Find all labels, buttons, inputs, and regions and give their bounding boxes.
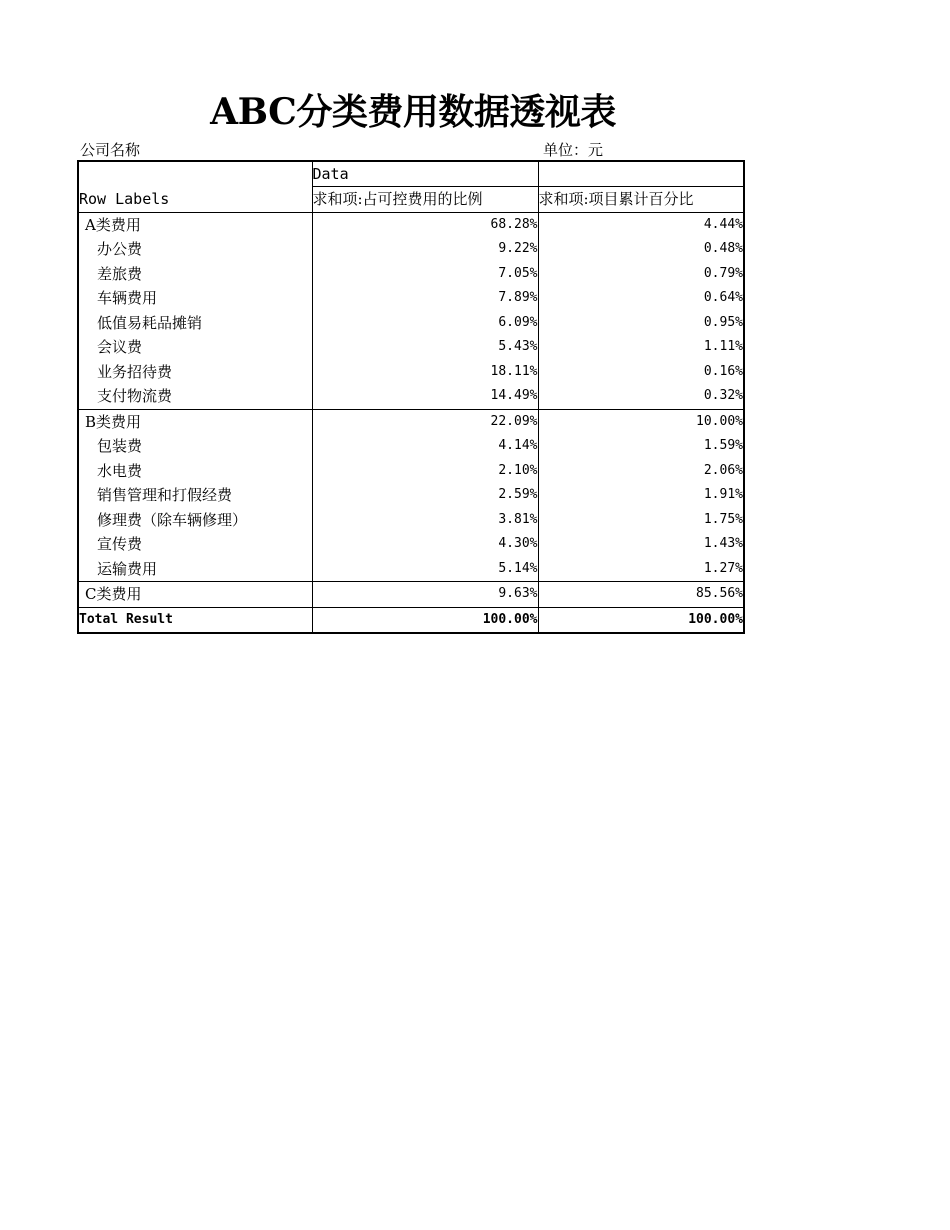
cell-share: 18.11%	[312, 360, 538, 385]
row-label: 支付物流费	[78, 384, 312, 409]
row-label: 办公费	[97, 240, 143, 259]
pivot-header-row-1	[78, 161, 744, 187]
company-name-label: 公司名称	[80, 141, 141, 159]
cell-share: 9.22%	[312, 237, 538, 262]
table-row	[78, 212, 744, 237]
total-share: 100.00%	[312, 607, 538, 633]
table-row	[78, 360, 744, 385]
cell-cumulative: 0.48%	[538, 237, 744, 262]
row-label: 会议费	[97, 338, 143, 357]
header-empty-cell	[78, 161, 312, 187]
row-labels-header[interactable]: Row Labels	[78, 187, 312, 213]
cell-cumulative: 85.56%	[538, 582, 744, 608]
cell-cumulative: 1.75%	[538, 508, 744, 533]
row-label-group[interactable]: C类费用	[85, 585, 142, 604]
cell-share: 9.63%	[312, 582, 538, 608]
cell-share: 2.10%	[312, 459, 538, 484]
pivot-table	[77, 160, 745, 634]
cell-cumulative: 1.91%	[538, 483, 744, 508]
row-label: 业务招待费	[97, 362, 173, 381]
cell-cumulative: 0.95%	[538, 311, 744, 336]
data-field-label[interactable]: Data	[312, 161, 538, 187]
row-label: 宣传费	[97, 535, 143, 554]
cell-cumulative: 0.32%	[538, 384, 744, 409]
cell-cumulative: 1.43%	[538, 532, 744, 557]
table-row	[78, 459, 744, 484]
cell-share: 3.81%	[312, 508, 538, 533]
unit-label: 单位：元	[543, 141, 604, 159]
cell-share: 4.14%	[312, 434, 538, 459]
table-row	[78, 286, 744, 311]
total-cumulative: 100.00%	[538, 607, 744, 633]
row-label: 低值易耗品摊销	[97, 313, 203, 332]
row-label: 销售管理和打假经费	[97, 486, 233, 505]
table-row	[78, 237, 744, 262]
table-row	[78, 262, 744, 287]
cell-cumulative: 1.59%	[538, 434, 744, 459]
row-label: 水电费	[97, 461, 143, 480]
cell-cumulative: 10.00%	[538, 409, 744, 434]
cell-share: 68.28%	[312, 212, 538, 237]
cell-share: 7.89%	[312, 286, 538, 311]
table-row	[78, 409, 744, 434]
table-row	[78, 384, 744, 409]
row-label-group[interactable]: B类费用	[85, 412, 142, 431]
table-row	[78, 483, 744, 508]
cell-share: 4.30%	[312, 532, 538, 557]
cell-cumulative: 0.64%	[538, 286, 744, 311]
row-label-group[interactable]: A类费用	[85, 215, 141, 234]
cell-share: 7.05%	[312, 262, 538, 287]
pivot-header-row-2	[78, 187, 744, 213]
cell-share: 6.09%	[312, 311, 538, 336]
cell-share: 2.59%	[312, 483, 538, 508]
cell-share: 5.14%	[312, 557, 538, 582]
header-empty-cell	[538, 161, 744, 187]
column-header-cumulative[interactable]: 求和项:项目累计百分比	[538, 187, 744, 213]
table-row	[78, 557, 744, 582]
cell-share: 22.09%	[312, 409, 538, 434]
cell-cumulative: 1.11%	[538, 335, 744, 360]
cell-cumulative: 2.06%	[538, 459, 744, 484]
total-row	[78, 607, 744, 633]
row-label: 修理费（除车辆修理）	[97, 510, 248, 529]
table-row	[78, 434, 744, 459]
total-label: Total Result	[78, 607, 312, 633]
row-label: 运输费用	[78, 557, 312, 582]
table-row	[78, 532, 744, 557]
cell-cumulative: 0.79%	[538, 262, 744, 287]
column-header-share[interactable]: 求和项:占可控费用的比例	[312, 187, 538, 213]
table-row	[78, 311, 744, 336]
cell-share: 5.43%	[312, 335, 538, 360]
cell-share: 14.49%	[312, 384, 538, 409]
table-row	[78, 508, 744, 533]
cell-cumulative: 4.44%	[538, 212, 744, 237]
table-row	[78, 582, 744, 608]
row-label: 包装费	[97, 437, 143, 456]
row-label: 车辆费用	[97, 289, 158, 308]
table-row	[78, 335, 744, 360]
cell-cumulative: 0.16%	[538, 360, 744, 385]
page-title: ABC分类费用数据透视表	[210, 91, 616, 133]
cell-cumulative: 1.27%	[538, 557, 744, 582]
row-label: 差旅费	[97, 264, 143, 283]
